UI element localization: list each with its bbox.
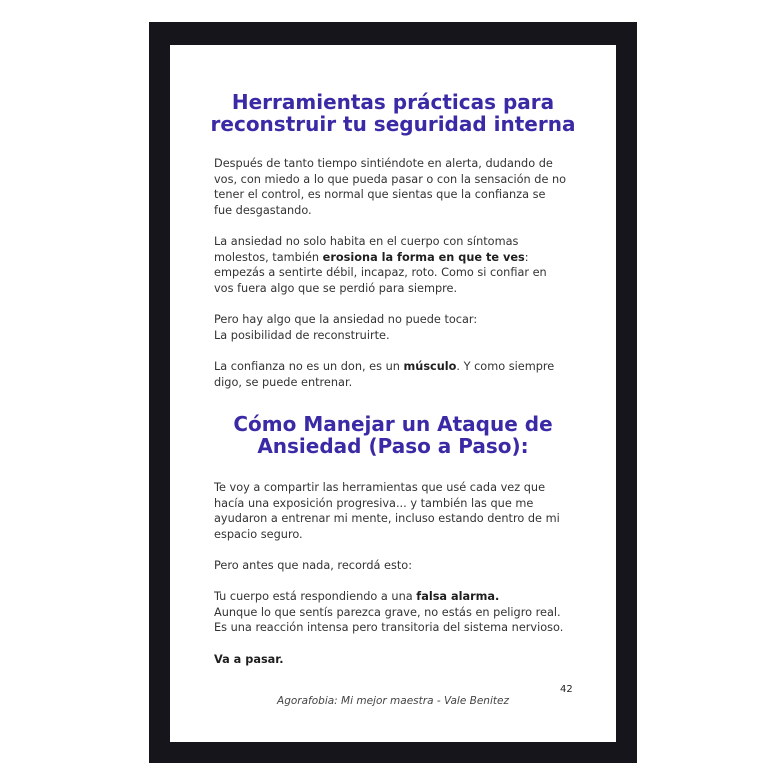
text-segment: . Y como siempre	[456, 360, 555, 373]
bold-text: Va a pasar.	[214, 653, 284, 666]
bold-text: erosiona la forma en que te ves	[322, 250, 525, 264]
text-segment: molestos, también	[214, 250, 323, 264]
text-line: Te voy a compartir las herramientas que usé cada vez que	[214, 481, 546, 494]
paragraph	[214, 652, 584, 668]
text-line: La posibilidad de reconstruirte.	[214, 328, 390, 342]
text-line: ayudaron a entrenar mi mente, incluso estando dentro de mi	[214, 512, 560, 526]
heading-line: Ansiedad (Paso a Paso):	[257, 434, 529, 458]
text-segment: :	[524, 250, 529, 264]
text-line: Después de tanto tiempo sintiéndote en alerta, dudando de	[214, 157, 553, 170]
text-line: Aunque lo que sentís parezca grave, no estás en peligro real.	[214, 605, 561, 619]
page-number: 42	[560, 684, 573, 695]
paragraph	[214, 589, 584, 636]
text-line: Pero hay algo que la ansiedad no puede tocar:	[214, 313, 478, 326]
paragraph	[214, 156, 584, 218]
text-segment: La confianza no es un don, es un	[214, 360, 404, 373]
text-line: digo, se puede entrenar.	[214, 375, 353, 389]
text-line: Es una reacción intensa pero transitoria del sistema nervioso.	[214, 621, 564, 635]
paragraph	[214, 558, 584, 574]
text-line: espacio seguro.	[214, 527, 303, 541]
text-line: Pero antes que nada, recordá esto:	[214, 559, 413, 572]
bold-text: músculo	[403, 360, 457, 373]
text-line: fue desgastando.	[214, 203, 312, 217]
heading-line: Cómo Manejar un Ataque de	[233, 412, 553, 436]
paragraph	[214, 312, 584, 343]
paragraph	[214, 480, 584, 542]
heading-line: Herramientas prácticas para	[231, 90, 555, 114]
text-line: tener el control, es normal que sientas que la confianza se	[214, 188, 546, 202]
text-line: hacía una exposición progresiva... y también las que me	[214, 496, 534, 510]
book-page	[170, 45, 616, 742]
text-line: La ansiedad no solo habita en el cuerpo con síntomas	[214, 235, 519, 248]
bold-text: falsa alarma.	[416, 590, 500, 603]
section-heading	[170, 413, 616, 457]
paragraph	[214, 359, 584, 390]
text-segment: Tu cuerpo está respondiendo a una	[214, 590, 417, 603]
paragraph	[214, 234, 584, 296]
section-heading	[170, 91, 616, 135]
heading-line: reconstruir tu seguridad interna	[210, 112, 576, 136]
text-line: vos fuera algo que se perdió para siempre.	[214, 281, 458, 295]
text-line: empezás a sentirte débil, incapaz, roto. Como si confiar en	[214, 266, 547, 280]
text-line: vos, con miedo a lo que pueda pasar o con la sensación de no	[214, 172, 567, 186]
page-footer: Agorafobia: Mi mejor maestra - Vale Benitez	[277, 695, 509, 707]
